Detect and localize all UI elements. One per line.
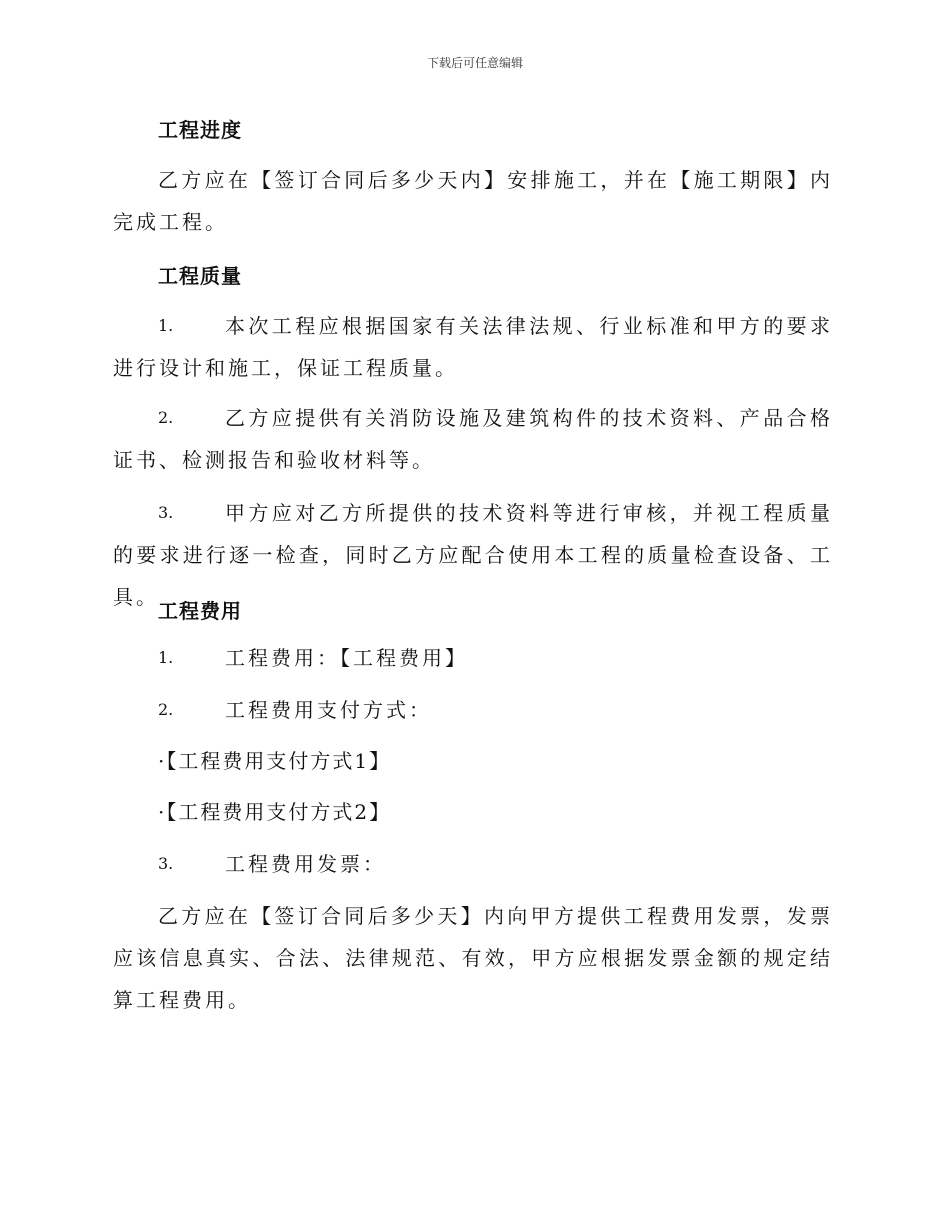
page-header: 下载后可任意编辑 xyxy=(426,56,523,70)
quality-item-3-text: 甲方应对乙方所提供的技术资料等进行审核，并视工程质量的要求进行逐一检查，同时乙方应配合使用本工程的质量检查设备、工具。 xyxy=(113,501,833,609)
heading-cost: 工程费用 xyxy=(158,599,242,623)
cost-payment-bullet-2: ·【工程费用支付方式2】 xyxy=(158,800,392,824)
heading-progress: 工程进度 xyxy=(158,118,242,142)
cost-item-2-number: 2. xyxy=(158,700,174,719)
cost-invoice-paragraph: 乙方应在【签订合同后多少天】内向甲方提供工程费用发票，发票应该信息真实、合法、法律规范、有效，甲方应根据发票金额的规定结算工程费用。 xyxy=(113,904,833,1012)
cost-item-2-text: 工程费用支付方式： xyxy=(225,698,432,722)
quality-item-3-number: 3. xyxy=(158,503,174,522)
quality-item-1-number: 1. xyxy=(158,316,174,335)
progress-paragraph: 乙方应在【签订合同后多少天内】安排施工，并在【施工期限】内完成工程。 xyxy=(113,168,833,234)
heading-quality: 工程质量 xyxy=(158,264,242,288)
cost-item-1-number: 1. xyxy=(158,648,174,667)
cost-item-3-text: 工程费用发票： xyxy=(225,852,386,876)
quality-item-2-number: 2. xyxy=(158,408,174,427)
quality-item-1-text: 本次工程应根据国家有关法律法规、行业标准和甲方的要求进行设计和施工，保证工程质量。 xyxy=(113,314,833,380)
cost-item-1-text: 工程费用：【工程费用】 xyxy=(225,646,468,670)
cost-payment-bullet-1: ·【工程费用支付方式1】 xyxy=(158,749,392,773)
quality-item-2-text: 乙方应提供有关消防设施及建筑构件的技术资料、产品合格证书、检测报告和验收材料等。 xyxy=(113,406,833,472)
cost-item-3-number: 3. xyxy=(158,854,174,873)
